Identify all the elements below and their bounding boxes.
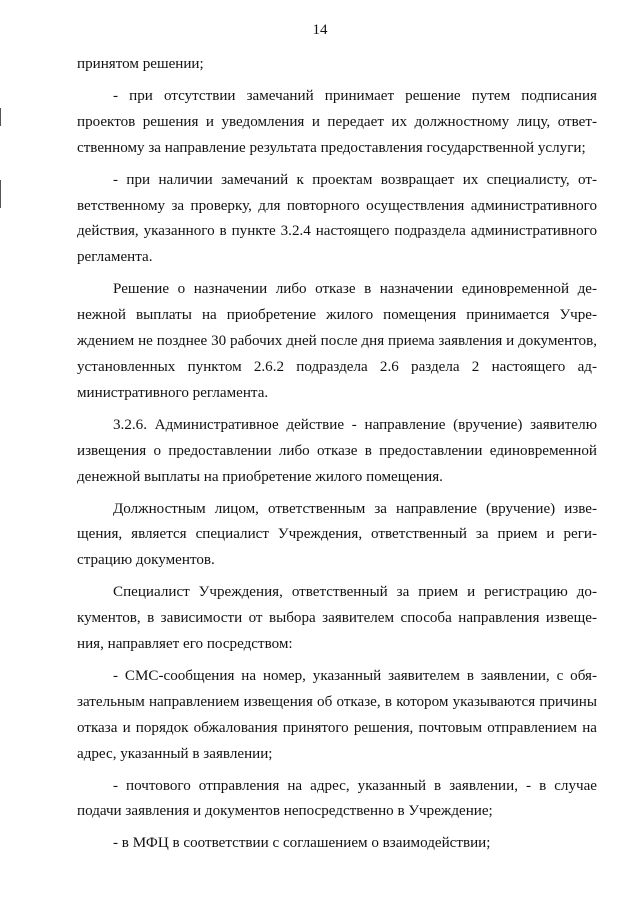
paragraph-1: принятом решении; [77,56,204,72]
scan-margin-line-top [0,108,1,126]
paragraph-2: - при отсутствии замечаний принимает решение путем подписания проектов решения и уведомления и передает их должностному лицу, ответственному за направление результата предоставления государственной услуги; [77,87,597,156]
paragraph-8: - СМС-сообщения на номер, указанный заявителем в заявлении, с обязательным направлением извещения об отказе, в котором указываются причины отказа и порядок обжалования принятого решения, почтовым отправлением на адрес, указанный в заявлении; [77,667,597,762]
scan-margin-line-bottom [0,180,1,208]
paragraph-4: Решение о назначении либо отказе в назначении единовременной денежной выплаты на приобретение жилого помещения принимается Учреждением не позднее 30 рабочих дней после дня приема заявления и документов, установленных пунктом 2.6.2 подраздела 2.6 раздела 2 настоящего административного регламента. [77,281,597,401]
paragraph-7: Специалист Учреждения, ответственный за прием и регистрацию документов, в зависимости от выбора заявителем способа направления извещения, направляет его посредством: [77,584,597,653]
paragraph-5: 3.2.6. Административное действие - направление (вручение) заявителю извещения о предоставлении либо отказе в предоставлении единовременной денежной выплаты на приобретение жилого помещения. [77,416,597,485]
page-number: 14 [312,22,328,38]
paragraph-3: - при наличии замечаний к проектам возвращает их специалисту, ответственному за проверку, для повторного осуществления административного действия, указанного в пункте 3.2.4 настоящего подраздела административного регламента. [77,171,597,266]
paragraph-9: - почтового отправления на адрес, указанный в заявлении, - в случае подачи заявления и документов непосредственно в Учреждение; [77,777,597,820]
document-body [77,52,597,857]
paragraph-6: Должностным лицом, ответственным за направление (вручение) извещения, является специалист Учреждения, ответственный за прием и регистрацию документов. [77,500,597,569]
paragraph-10: - в МФЦ в соответствии с соглашением о взаимодействии; [113,835,491,852]
